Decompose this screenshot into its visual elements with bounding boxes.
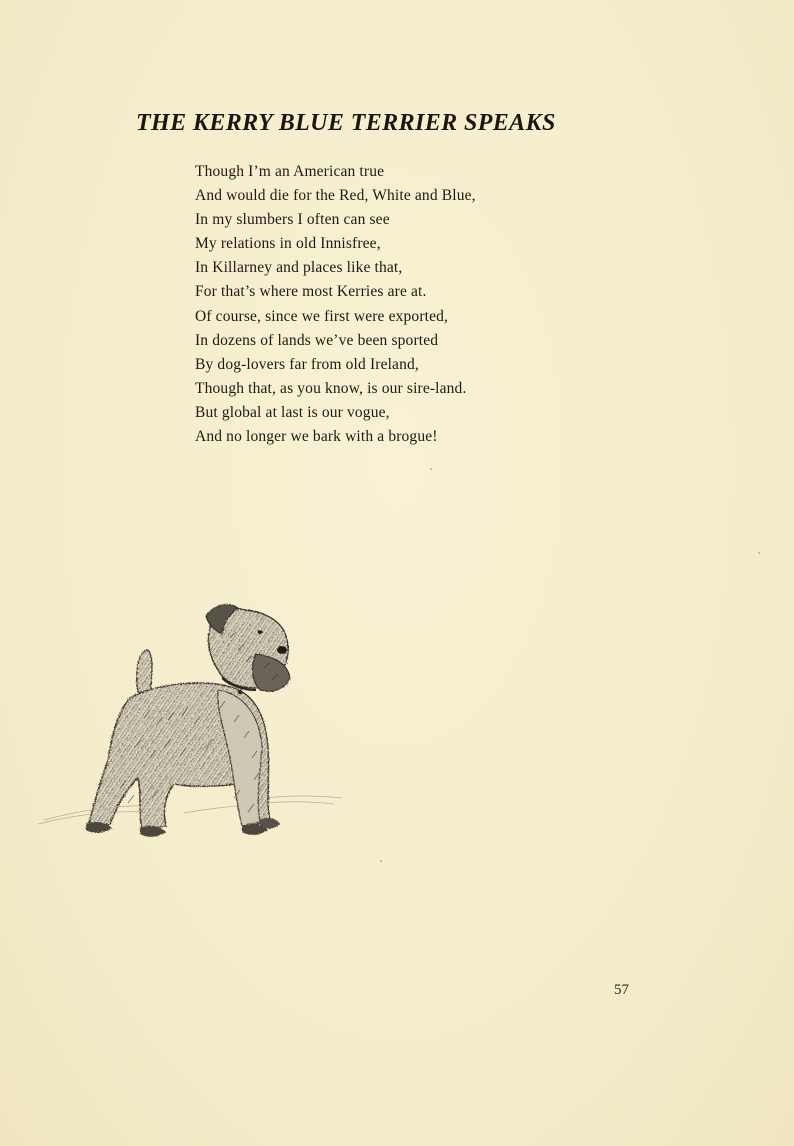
page-number: 57 <box>614 982 629 998</box>
poem-line: Though that, as you know, is our sire-land. <box>195 379 467 397</box>
poem-line: But global at last is our vogue, <box>195 403 390 421</box>
poem-line: Though I’m an American true <box>195 163 385 180</box>
poem-line: By dog-lovers far from old Ireland, <box>195 355 419 373</box>
terrier-body <box>86 605 290 837</box>
poem-line: My relations in old Innisfree, <box>195 235 381 253</box>
poem-line: And would die for the Red, White and Blue, <box>195 187 476 205</box>
poem-line: Of course, since we first were exported, <box>195 307 449 325</box>
terrier-illustration <box>34 598 354 858</box>
paper-speck <box>380 860 382 862</box>
poem <box>195 160 615 449</box>
poem-line: In Killarney and places like that, <box>195 259 403 277</box>
poem-line: For that’s where most Kerries are at. <box>195 283 427 301</box>
poem-line: In my slumbers I often can see <box>195 211 390 229</box>
ground-shadow <box>38 796 342 824</box>
poem-line: And no longer we bark with a brogue! <box>195 428 438 446</box>
paper-speck <box>430 468 432 470</box>
paper-speck <box>758 552 760 554</box>
poem-line: In dozens of lands we’ve been sported <box>195 331 439 349</box>
page-title: THE KERRY BLUE TERRIER SPEAKS <box>136 110 556 137</box>
